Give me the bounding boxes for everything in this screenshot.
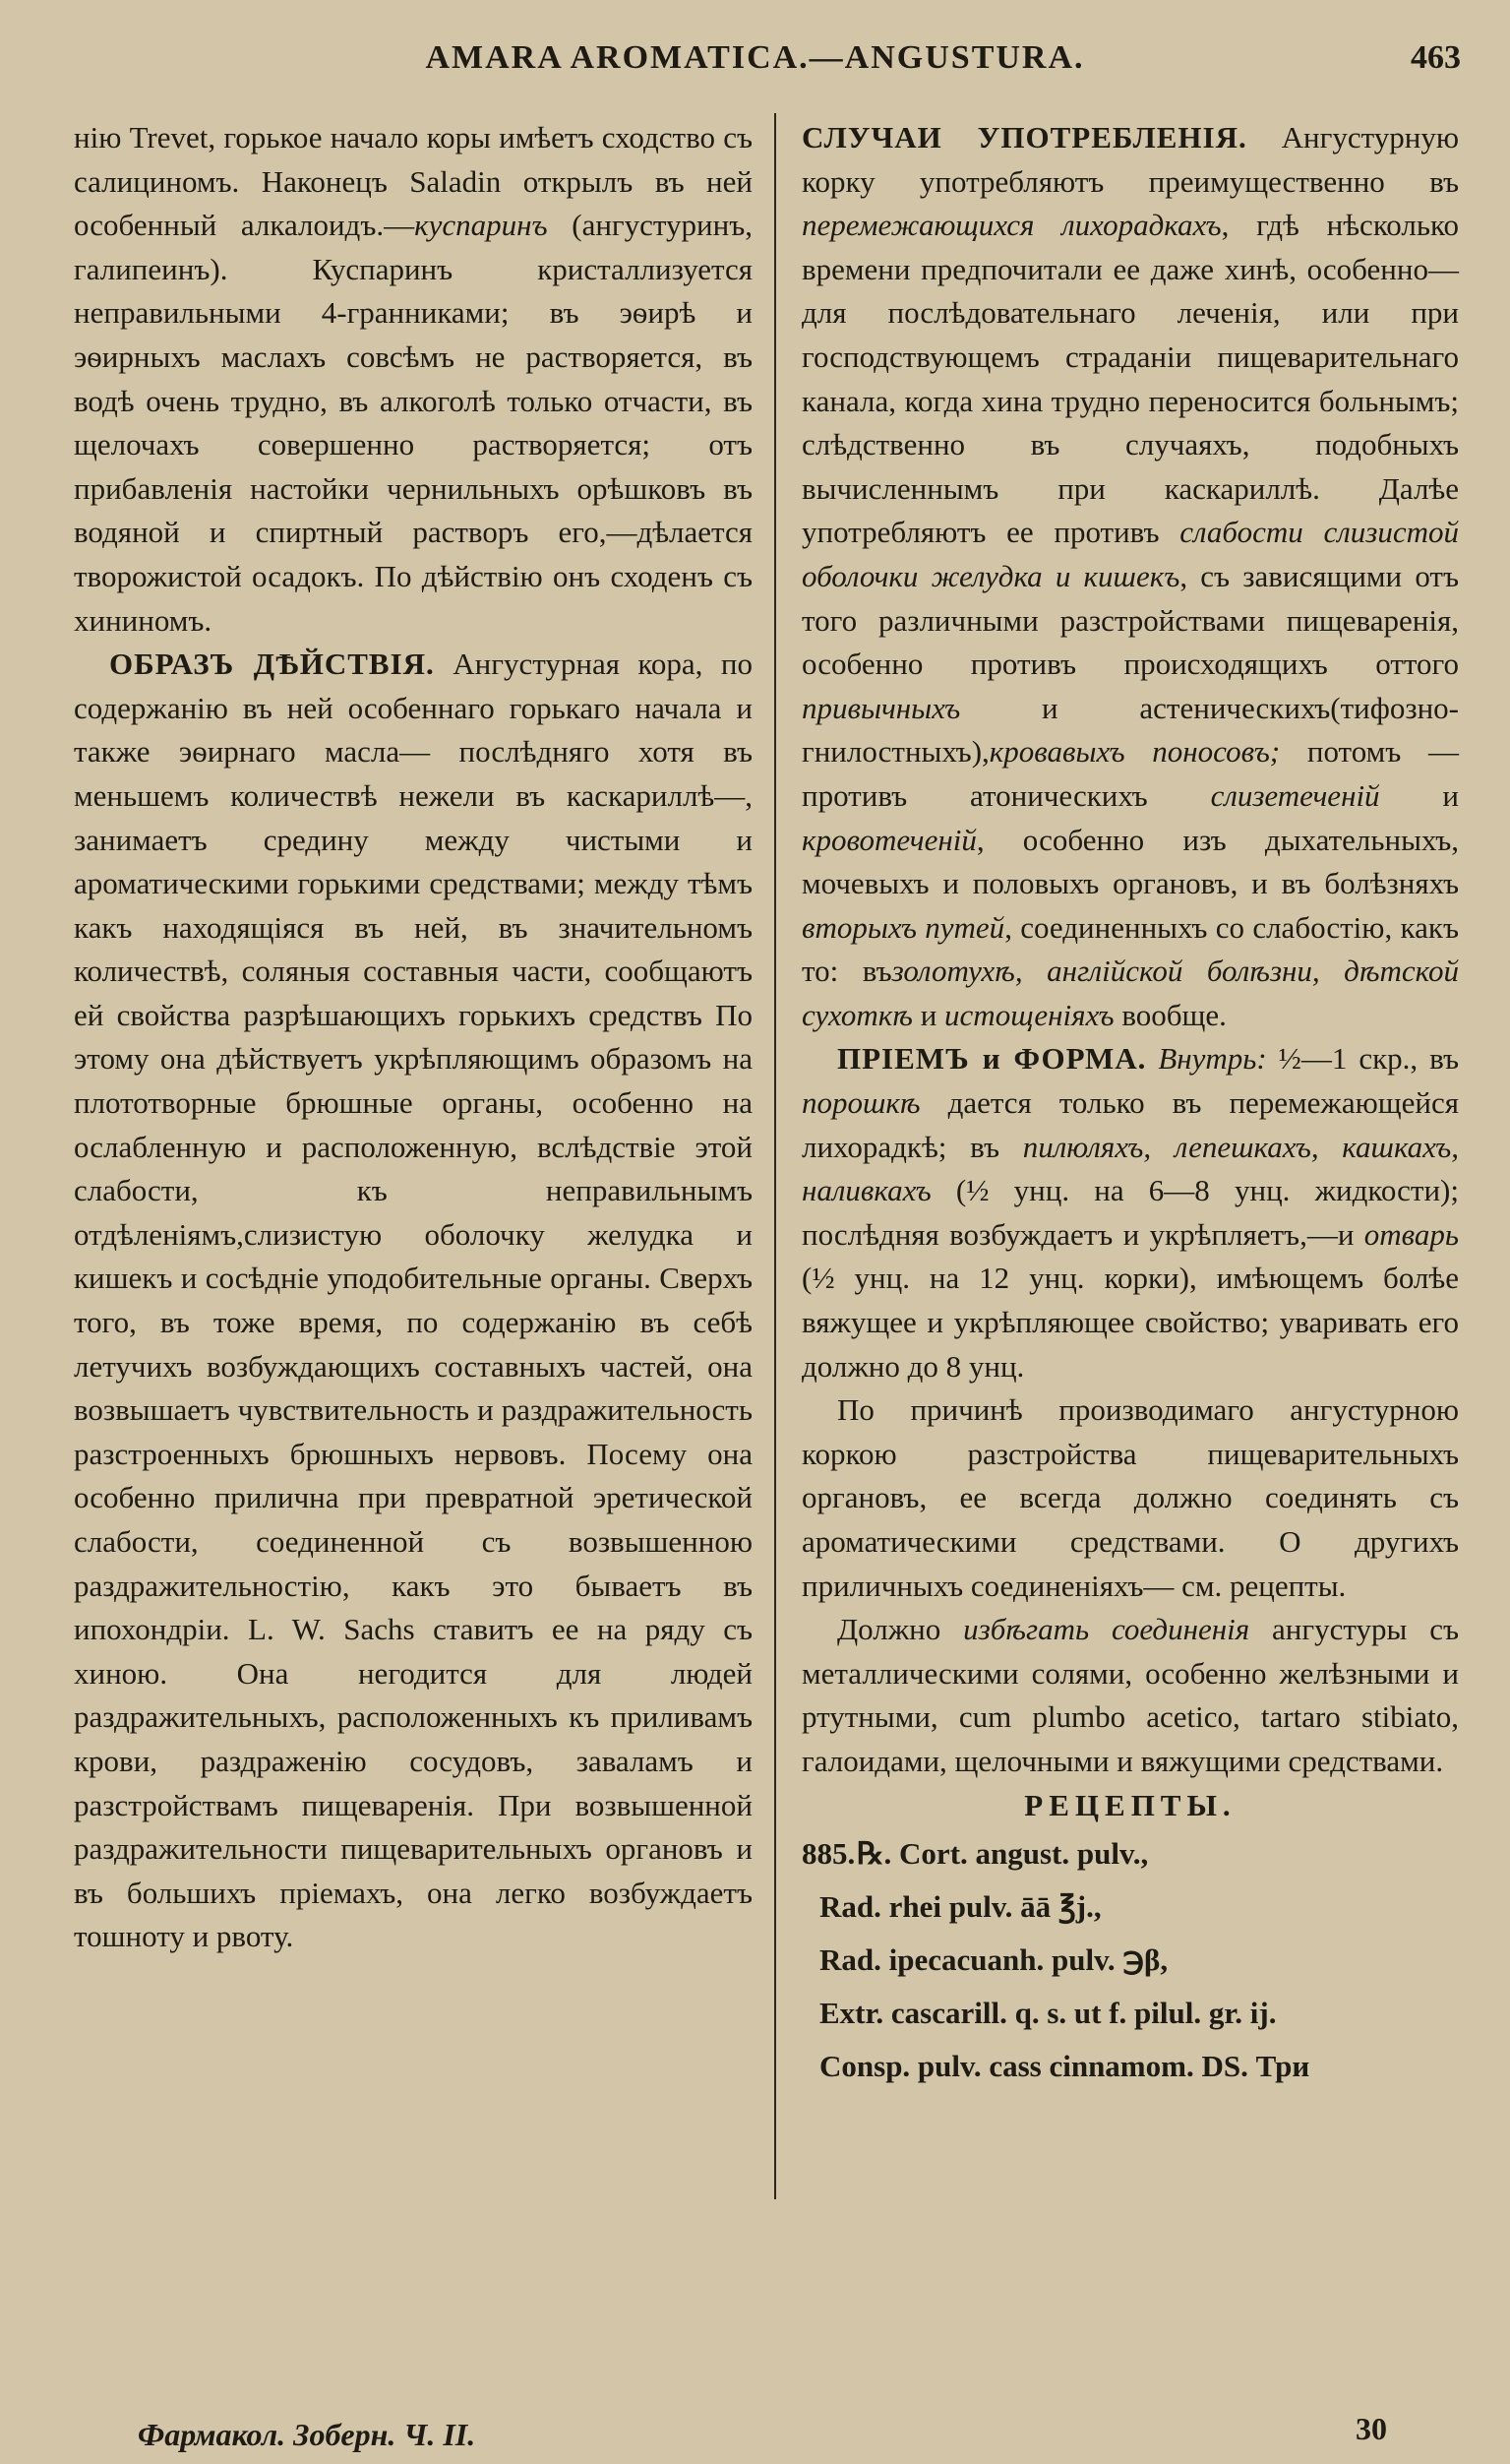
left-column bbox=[74, 116, 753, 1959]
page-number: 463 bbox=[1411, 39, 1461, 76]
recipe-number: 885. bbox=[802, 1836, 856, 1872]
section-heading: ПРІЕМЪ и ФОРМА. bbox=[837, 1041, 1147, 1077]
paragraph-chemistry: нію Trevet, горькое начало коры имѣетъ сходство съ салициномъ. Наконецъ Saladin открылъ въ ней особенный алкалоидъ.—куспаринъ (ангустуринъ, галипеинъ). Куспаринъ кристаллизуется неправильными 4-гранниками; въ эѳирѣ и эѳирныхъ маслахъ совсѣмъ не растворяется, въ водѣ очень трудно, въ алкоголѣ только отчасти, въ щелочахъ совершенно растворяется; отъ прибавленія настойки чернильныхъ орѣшковъ въ водяной и спиртный растворъ его,—дѣлается творожистой осадокъ. По дѣйствію онъ сходенъ съ хининомъ. bbox=[74, 120, 753, 638]
section-heading: СЛУЧАИ УПОТРЕБЛЕНІЯ. bbox=[802, 120, 1247, 154]
right-column bbox=[802, 116, 1459, 2093]
column-divider bbox=[774, 113, 776, 2199]
paragraph-action: ОБРАЗЪ ДѢЙСТВІЯ. Ангустурная кора, по содержанію въ ней особеннаго горькаго начала и также эѳирнаго масла— послѣдняго хотя въ меньшемъ количествѣ нежели въ каскариллѣ—, занимаетъ средину между чистыми и ароматическими горькими средствами; между тѣмъ какъ находящіяся въ ней, въ значительномъ количествѣ, соляныя составныя части, сообщаютъ ей свойства разрѣшающихъ горькихъ средствъ По этому она дѣйствуетъ укрѣпляющимъ образомъ на плототворные брюшные органы, особенно на ослабленную и расположенную, вслѣдствіе этой слабости, къ неправильнымъ отдѣленіямъ,слизистую оболочку желудка и кишекъ и сосѣдніе уподобительные органы. Сверхъ того, въ тоже время, по содержанію въ себѣ летучихъ возбуждающихъ составныхъ частей, она возвышаетъ чувствительность и раздражительность разстроенныхъ брюшныхъ нервовъ. Посему она особенно прилична при превратной эретической слабости, соединенной съ возвышенною раздражительностію, какъ это бываетъ въ ипохондріи. L. W. Sachs ставитъ ее на ряду съ хиною. Она негодится для людей раздражительныхъ, расположенныхъ къ приливамъ крови, раздраженію сосудовъ, заваламъ и разстройствамъ пищеваренія. При возвышенной раздражительности пищеварительныхъ органовъ и въ большихъ пріемахъ, она легко возбуждаетъ тошноту и рвоту. bbox=[74, 647, 753, 1954]
running-title: AMARA AROMATICA.—ANGUSTURA. bbox=[425, 39, 1085, 76]
paragraph-avoid: Должно избѣгать соединенія ангустуры съ металлическими солями, особенно желѣзными и ртутными, cum plumbo acetico, tartaro stibiato, галоидами, щелочными и вяжущими средствами. bbox=[802, 1612, 1459, 1778]
paragraph-combinations: По причинѣ производимаго ангустурною коркою разстройства пищеварительныхъ органовъ, ее всегда должно соединять съ ароматическими средствами. О другихъ приличныхъ соединеніяхъ— см. рецепты. bbox=[802, 1392, 1459, 1603]
signature-mark: 30 bbox=[1356, 2411, 1387, 2446]
page-header bbox=[0, 39, 1510, 89]
recipe-line: Extr. cascarill. q. s. ut f. pilul. gr. ij. bbox=[819, 1996, 1277, 2031]
paragraph-uses: СЛУЧАИ УПОТРЕБЛЕНІЯ. Ангустурную корку употребляютъ преимущественно въ перемежающихся лихорадкахъ, гдѣ нѣсколько времени предпочитали ее даже хинѣ, особенно—для послѣдовательнаго леченія, или при господствующемъ страданіи пищеварительнаго канала, когда хина трудно переносится больнымъ; слѣдственно въ случаяхъ, подобныхъ вычисленнымъ при каскариллѣ. Далѣе употребляютъ ее противъ слабости слизистой оболочки желудка и кишекъ, съ зависящими отъ того различными разстройствами пищеваренія, особенно противъ происходящихъ оттого привычныхъ и астеническихъ(тифозно-гнилостныхъ),кровавыхъ поносовъ; потомъ — противъ атоническихъ слизетеченій и кровотеченій, особенно изъ дыхательныхъ, мочевыхъ и половыхъ органовъ, и въ болѣзняхъ вторыхъ путей, соединенныхъ со слабостію, какъ то: възолотухѣ, англійской болѣзни, дѣтской сухоткѣ и истощеніяхъ вообще. bbox=[802, 120, 1460, 1032]
recipe-line: 885. ℞. Cort. angust. pulv., bbox=[802, 1827, 1459, 1880]
paragraph-dosage: ПРІЕМЪ и ФОРМА. Внутрь: ½—1 скр., въ порошкѣ дается только въ перемежающейся лихорадкѣ; въ пилюляхъ, лепешкахъ, кашкахъ, наливкахъ (½ унц. на 6—8 унц. жидкости); послѣдняя возбуждаетъ и укрѣпляетъ,—и отварь (½ унц. на 12 унц. корки), имѣющемъ болѣе вяжущее и укрѣпляющее свойство; уваривать его должно до 8 унц. bbox=[802, 1041, 1459, 1384]
footer-source: Фармакол. Зоберн. Ч. II. bbox=[138, 2417, 476, 2452]
italic-term: куспаринъ bbox=[414, 208, 548, 243]
section-heading: ОБРАЗЪ ДѢЙСТВІЯ. bbox=[109, 647, 435, 682]
recipe-line: Rad. rhei pulv. āā ℥j., bbox=[819, 1889, 1102, 1925]
recipe-line: Consp. pulv. cass cinnamom. DS. Три bbox=[819, 2049, 1310, 2084]
recipe-line: Rad. ipecacuanh. pulv. ℈β, bbox=[819, 1942, 1169, 1978]
recipes-heading: РЕЦЕПТЫ. bbox=[1024, 1787, 1237, 1822]
recipe-885 bbox=[802, 1827, 1459, 2093]
